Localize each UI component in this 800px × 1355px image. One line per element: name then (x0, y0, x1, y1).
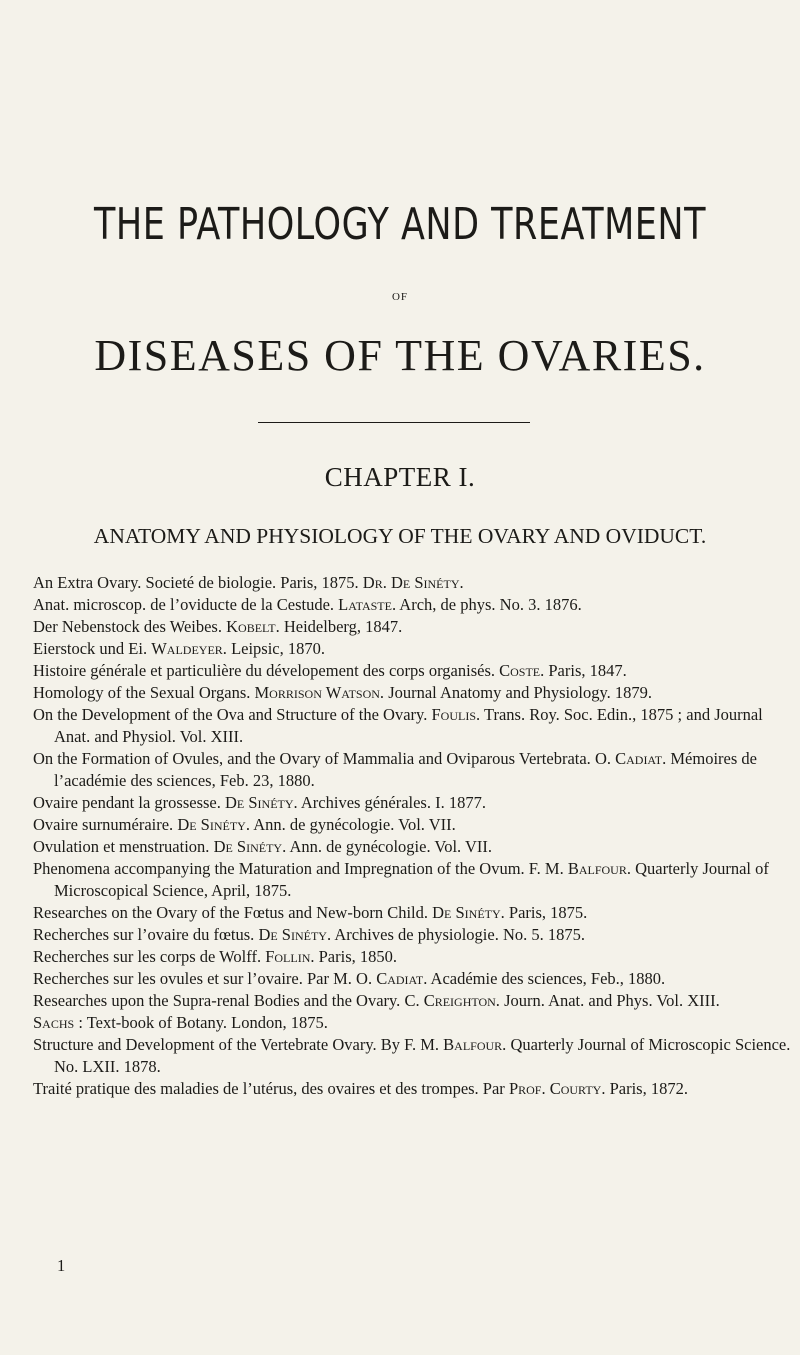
title-line-1: THE PATHOLOGY AND TREATMENT (94, 200, 706, 250)
chapter-subtitle: ANATOMY AND PHYSIOLOGY OF THE OVARY AND OVIDUCT. (93, 524, 707, 548)
reference-item: Ovaire surnuméraire. De Sinéty. Ann. de gynécologie. Vol. VII. (33, 815, 456, 834)
reference-item: Sachs : Text-book of Botany. London, 1875. (33, 1013, 328, 1032)
reference-item: Researches on the Ovary of the Fœtus and New-born Child. De Sinéty. Paris, 1875. (33, 903, 588, 922)
title-divider (258, 422, 530, 423)
reference-item: Phenomena accompanying the Maturation and Impregnation of the Ovum. F. M. Balfour. Quarterly Journal of Microscopical Science, April, 1875. (33, 859, 769, 900)
chapter-heading: CHAPTER I. (324, 462, 476, 492)
reference-item: Anat. microscop. de l’oviducte de la Cestude. Lataste. Arch, de phys. No. 3. 1876. (33, 595, 582, 614)
reference-item: Der Nebenstock des Weibes. Kobelt. Heidelberg, 1847. (33, 617, 403, 636)
reference-item: Histoire générale et particulière du dévelopement des corps organisés. Coste. Paris, 1847. (33, 661, 627, 680)
reference-item: Recherches sur les ovules et sur l’ovaire. Par M. O. Cadiat. Académie des sciences, Feb., 1880. (33, 969, 666, 988)
reference-item: Recherches sur les corps de Wolff. Follin. Paris, 1850. (33, 947, 397, 966)
reference-item: Structure and Development of the Vertebrate Ovary. By F. M. Balfour. Quarterly Journal of Microscopic Science. No. LXII. 1878. (33, 1035, 791, 1076)
page-number: 1 (57, 1256, 66, 1275)
reference-item: Eierstock und Ei. Waldeyer. Leipsic, 1870. (33, 639, 326, 658)
reference-item: Traité pratique des maladies de l’utérus, des ovaires et des trompes. Par Prof. Courty. Paris, 1872. (33, 1079, 688, 1098)
reference-item: Recherches sur l’ovaire du fœtus. De Sinéty. Archives de physiologie. No. 5. 1875. (33, 925, 585, 944)
reference-item: An Extra Ovary. Societé de biologie. Paris, 1875. Dr. De Sinéty. (33, 573, 464, 592)
reference-list (33, 572, 799, 1100)
reference-item: Researches upon the Supra-renal Bodies and the Ovary. C. Creighton. Journ. Anat. and Phys. Vol. XIII. (33, 991, 720, 1010)
reference-item: On the Formation of Ovules, and the Ovary of Mammalia and Oviparous Vertebrata. O. Cadiat. Mémoires de l’académie des sciences, Feb. 23, 1880. (33, 749, 757, 790)
reference-item: On the Development of the Ova and Structure of the Ovary. Foulis. Trans. Roy. Soc. Edin., 1875 ; and Journal Anat. and Physiol. Vol. XIII. (33, 705, 763, 746)
reference-item: Homology of the Sexual Organs. Morrison Watson. Journal Anatomy and Physiology. 1879. (33, 683, 653, 702)
reference-item: Ovulation et menstruation. De Sinéty. Ann. de gynécologie. Vol. VII. (33, 837, 493, 856)
title-of: OF (391, 291, 409, 303)
title-line-2: DISEASES OF THE OVARIES. (94, 331, 706, 380)
reference-item: Ovaire pendant la grossesse. De Sinéty. Archives générales. I. 1877. (33, 793, 486, 812)
